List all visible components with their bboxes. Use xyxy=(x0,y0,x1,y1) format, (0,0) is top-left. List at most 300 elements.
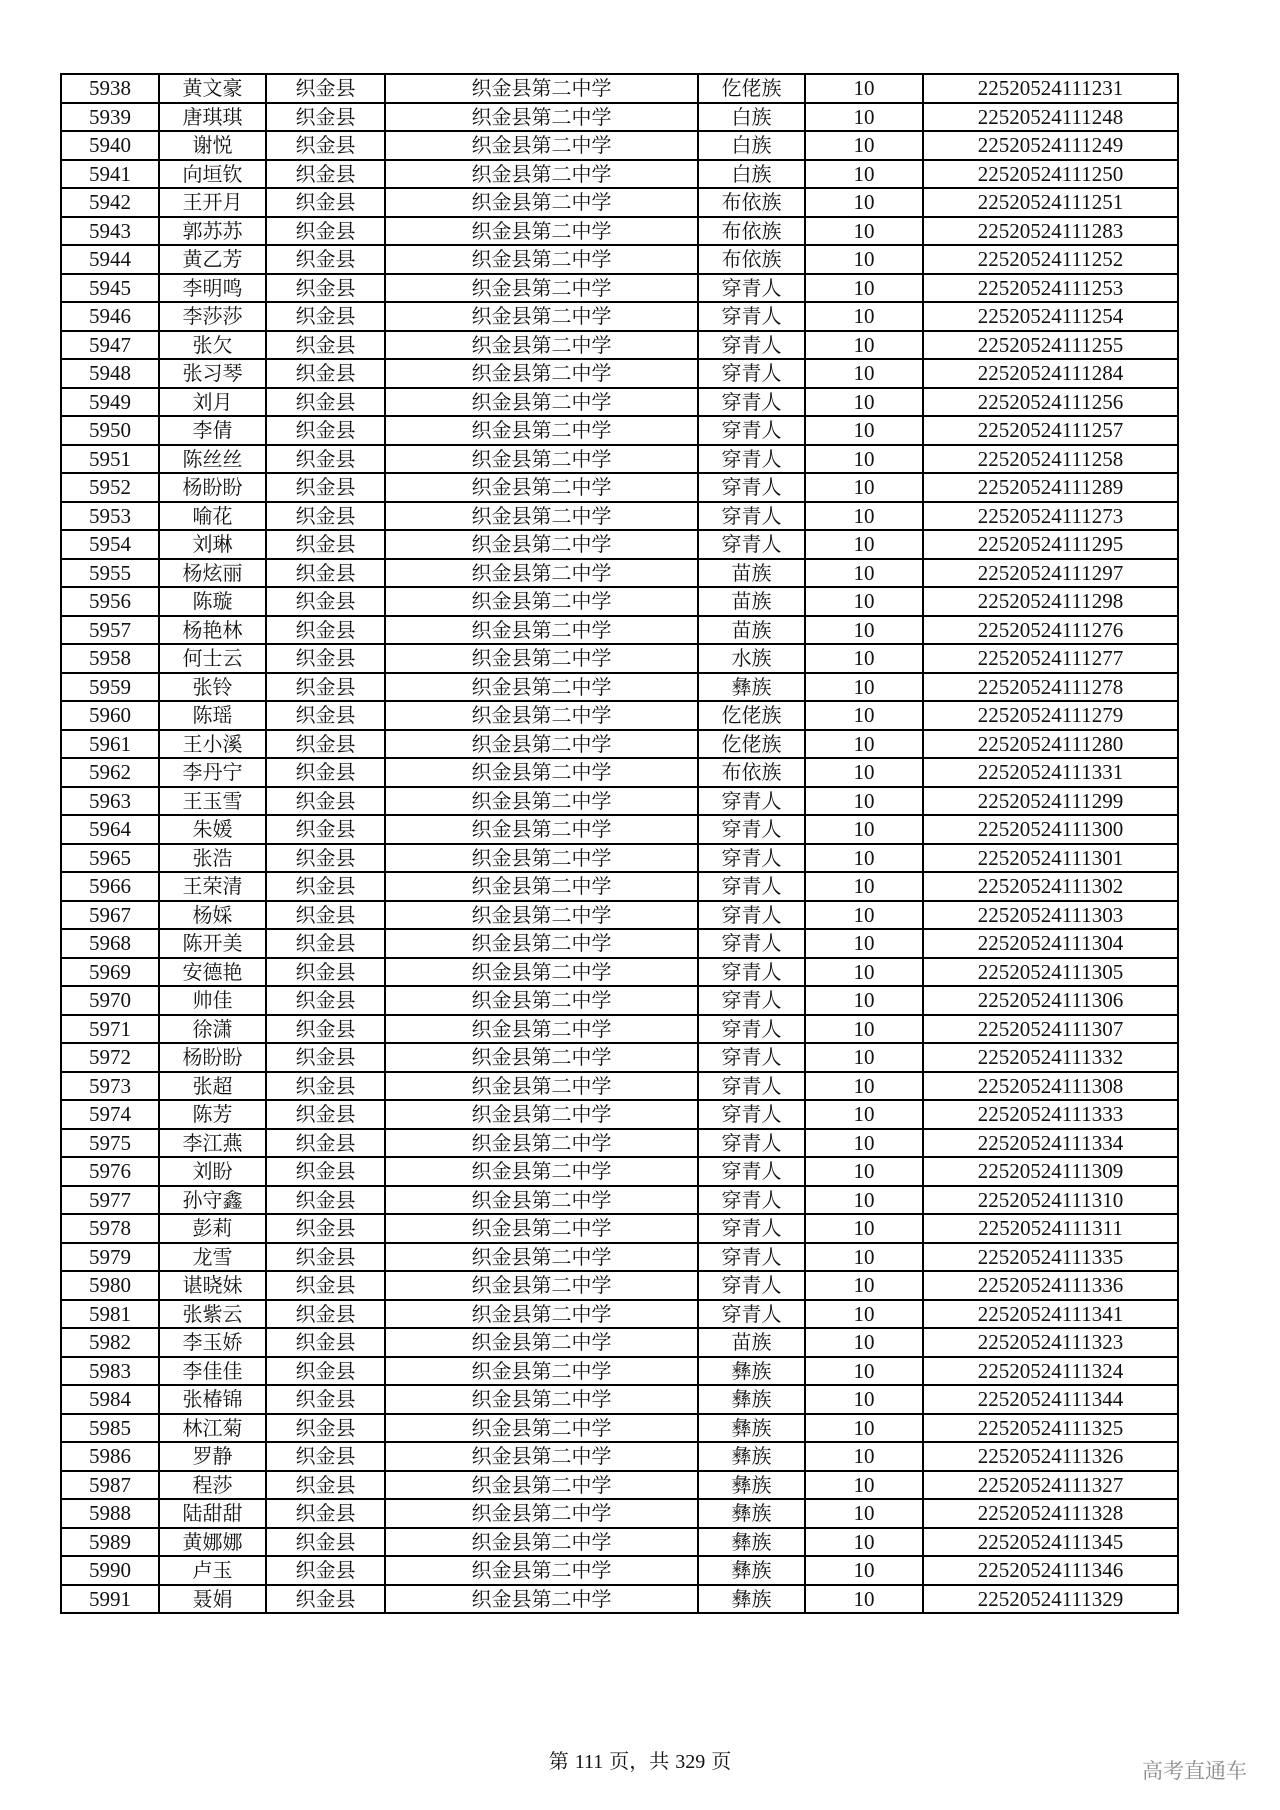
exam-id-cell: 22520524111276 xyxy=(923,616,1178,645)
row-number-cell: 5986 xyxy=(61,1442,159,1471)
school-cell: 织金县第二中学 xyxy=(385,1300,698,1329)
table-row xyxy=(61,958,1178,987)
ethnicity-cell: 穿青人 xyxy=(698,416,805,445)
ethnicity-cell: 穿青人 xyxy=(698,1015,805,1044)
table-row xyxy=(61,1271,1178,1300)
score-cell: 10 xyxy=(805,559,923,588)
school-cell: 织金县第二中学 xyxy=(385,416,698,445)
row-number-cell: 5960 xyxy=(61,701,159,730)
score-cell: 10 xyxy=(805,473,923,502)
ethnicity-cell: 穿青人 xyxy=(698,929,805,958)
ethnicity-cell: 穿青人 xyxy=(698,1271,805,1300)
school-cell: 织金县第二中学 xyxy=(385,1129,698,1158)
student-name-cell: 朱媛 xyxy=(159,815,266,844)
score-cell: 10 xyxy=(805,302,923,331)
school-cell: 织金县第二中学 xyxy=(385,502,698,531)
student-name-cell: 刘月 xyxy=(159,388,266,417)
school-cell: 织金县第二中学 xyxy=(385,872,698,901)
school-cell: 织金县第二中学 xyxy=(385,986,698,1015)
score-cell: 10 xyxy=(805,274,923,303)
ethnicity-cell: 穿青人 xyxy=(698,1100,805,1129)
score-cell: 10 xyxy=(805,1471,923,1500)
score-cell: 10 xyxy=(805,644,923,673)
student-name-cell: 王开月 xyxy=(159,188,266,217)
student-name-cell: 何士云 xyxy=(159,644,266,673)
score-cell: 10 xyxy=(805,74,923,103)
student-name-cell: 李明鸣 xyxy=(159,274,266,303)
school-cell: 织金县第二中学 xyxy=(385,1585,698,1614)
table-row xyxy=(61,758,1178,787)
table-row xyxy=(61,1015,1178,1044)
exam-id-cell: 22520524111303 xyxy=(923,901,1178,930)
table-row xyxy=(61,1442,1178,1471)
school-cell: 织金县第二中学 xyxy=(385,1186,698,1215)
row-number-cell: 5948 xyxy=(61,359,159,388)
student-name-cell: 刘琳 xyxy=(159,530,266,559)
county-cell: 织金县 xyxy=(266,502,385,531)
county-cell: 织金县 xyxy=(266,416,385,445)
school-cell: 织金县第二中学 xyxy=(385,274,698,303)
ethnicity-cell: 穿青人 xyxy=(698,986,805,1015)
footer-suffix: 页 xyxy=(711,1751,732,1773)
score-cell: 10 xyxy=(805,701,923,730)
student-name-cell: 陈芳 xyxy=(159,1100,266,1129)
exam-id-cell: 22520524111250 xyxy=(923,160,1178,189)
exam-id-cell: 22520524111273 xyxy=(923,502,1178,531)
student-name-cell: 陆甜甜 xyxy=(159,1499,266,1528)
county-cell: 织金县 xyxy=(266,188,385,217)
table-body xyxy=(61,74,1178,1613)
row-number-cell: 5962 xyxy=(61,758,159,787)
exam-id-cell: 22520524111253 xyxy=(923,274,1178,303)
row-number-cell: 5940 xyxy=(61,131,159,160)
exam-id-cell: 22520524111289 xyxy=(923,473,1178,502)
county-cell: 织金县 xyxy=(266,901,385,930)
row-number-cell: 5966 xyxy=(61,872,159,901)
score-cell: 10 xyxy=(805,1499,923,1528)
table-row xyxy=(61,1300,1178,1329)
student-name-cell: 王荣清 xyxy=(159,872,266,901)
score-cell: 10 xyxy=(805,730,923,759)
exam-id-cell: 22520524111254 xyxy=(923,302,1178,331)
exam-id-cell: 22520524111336 xyxy=(923,1271,1178,1300)
student-name-cell: 彭莉 xyxy=(159,1214,266,1243)
ethnicity-cell: 穿青人 xyxy=(698,302,805,331)
ethnicity-cell: 水族 xyxy=(698,644,805,673)
table-row xyxy=(61,1357,1178,1386)
score-cell: 10 xyxy=(805,1214,923,1243)
exam-id-cell: 22520524111333 xyxy=(923,1100,1178,1129)
row-number-cell: 5956 xyxy=(61,587,159,616)
student-name-cell: 张超 xyxy=(159,1072,266,1101)
table-row xyxy=(61,644,1178,673)
table-row xyxy=(61,1100,1178,1129)
table-row xyxy=(61,1471,1178,1500)
ethnicity-cell: 彝族 xyxy=(698,673,805,702)
table-row xyxy=(61,302,1178,331)
ethnicity-cell: 彝族 xyxy=(698,1585,805,1614)
ethnicity-cell: 穿青人 xyxy=(698,844,805,873)
school-cell: 织金县第二中学 xyxy=(385,302,698,331)
county-cell: 织金县 xyxy=(266,1271,385,1300)
row-number-cell: 5939 xyxy=(61,103,159,132)
student-name-cell: 黄乙芳 xyxy=(159,245,266,274)
score-cell: 10 xyxy=(805,1043,923,1072)
student-name-cell: 杨盼盼 xyxy=(159,1043,266,1072)
table-row xyxy=(61,559,1178,588)
row-number-cell: 5955 xyxy=(61,559,159,588)
score-cell: 10 xyxy=(805,1015,923,1044)
county-cell: 织金县 xyxy=(266,872,385,901)
score-cell: 10 xyxy=(805,1385,923,1414)
row-number-cell: 5972 xyxy=(61,1043,159,1072)
total-page-count: 329 xyxy=(675,1751,706,1773)
score-cell: 10 xyxy=(805,1556,923,1585)
exam-id-cell: 22520524111309 xyxy=(923,1157,1178,1186)
county-cell: 织金县 xyxy=(266,673,385,702)
row-number-cell: 5975 xyxy=(61,1129,159,1158)
ethnicity-cell: 穿青人 xyxy=(698,901,805,930)
county-cell: 织金县 xyxy=(266,1328,385,1357)
student-name-cell: 聂娟 xyxy=(159,1585,266,1614)
county-cell: 织金县 xyxy=(266,701,385,730)
row-number-cell: 5970 xyxy=(61,986,159,1015)
score-cell: 10 xyxy=(805,359,923,388)
row-number-cell: 5969 xyxy=(61,958,159,987)
school-cell: 织金县第二中学 xyxy=(385,1528,698,1557)
school-cell: 织金县第二中学 xyxy=(385,958,698,987)
table-row xyxy=(61,673,1178,702)
student-name-cell: 唐琪琪 xyxy=(159,103,266,132)
exam-id-cell: 22520524111323 xyxy=(923,1328,1178,1357)
student-name-cell: 陈璇 xyxy=(159,587,266,616)
county-cell: 织金县 xyxy=(266,1442,385,1471)
county-cell: 织金县 xyxy=(266,616,385,645)
county-cell: 织金县 xyxy=(266,587,385,616)
row-number-cell: 5985 xyxy=(61,1414,159,1443)
student-name-cell: 张浩 xyxy=(159,844,266,873)
table-row xyxy=(61,1385,1178,1414)
table-row xyxy=(61,530,1178,559)
school-cell: 织金县第二中学 xyxy=(385,559,698,588)
student-name-cell: 李佳佳 xyxy=(159,1357,266,1386)
row-number-cell: 5982 xyxy=(61,1328,159,1357)
row-number-cell: 5979 xyxy=(61,1243,159,1272)
current-page-number: 111 xyxy=(574,1751,604,1773)
ethnicity-cell: 穿青人 xyxy=(698,473,805,502)
score-cell: 10 xyxy=(805,1186,923,1215)
ethnicity-cell: 白族 xyxy=(698,160,805,189)
table-row xyxy=(61,787,1178,816)
row-number-cell: 5984 xyxy=(61,1385,159,1414)
county-cell: 织金县 xyxy=(266,1100,385,1129)
table-row xyxy=(61,74,1178,103)
score-cell: 10 xyxy=(805,929,923,958)
county-cell: 织金县 xyxy=(266,958,385,987)
exam-id-cell: 22520524111257 xyxy=(923,416,1178,445)
county-cell: 织金县 xyxy=(266,644,385,673)
school-cell: 织金县第二中学 xyxy=(385,844,698,873)
exam-id-cell: 22520524111326 xyxy=(923,1442,1178,1471)
school-cell: 织金县第二中学 xyxy=(385,929,698,958)
school-cell: 织金县第二中学 xyxy=(385,1328,698,1357)
student-name-cell: 帅佳 xyxy=(159,986,266,1015)
student-name-cell: 张椿锦 xyxy=(159,1385,266,1414)
score-cell: 10 xyxy=(805,872,923,901)
county-cell: 织金县 xyxy=(266,929,385,958)
exam-id-cell: 22520524111345 xyxy=(923,1528,1178,1557)
exam-id-cell: 22520524111307 xyxy=(923,1015,1178,1044)
exam-id-cell: 22520524111346 xyxy=(923,1556,1178,1585)
exam-id-cell: 22520524111331 xyxy=(923,758,1178,787)
school-cell: 织金县第二中学 xyxy=(385,587,698,616)
ethnicity-cell: 彝族 xyxy=(698,1471,805,1500)
score-cell: 10 xyxy=(805,1129,923,1158)
student-name-cell: 李丹宁 xyxy=(159,758,266,787)
student-name-cell: 陈瑶 xyxy=(159,701,266,730)
row-number-cell: 5967 xyxy=(61,901,159,930)
school-cell: 织金县第二中学 xyxy=(385,644,698,673)
row-number-cell: 5945 xyxy=(61,274,159,303)
ethnicity-cell: 苗族 xyxy=(698,616,805,645)
county-cell: 织金县 xyxy=(266,1214,385,1243)
ethnicity-cell: 穿青人 xyxy=(698,1186,805,1215)
student-name-cell: 卢玉 xyxy=(159,1556,266,1585)
ethnicity-cell: 穿青人 xyxy=(698,274,805,303)
row-number-cell: 5943 xyxy=(61,217,159,246)
exam-id-cell: 22520524111344 xyxy=(923,1385,1178,1414)
county-cell: 织金县 xyxy=(266,1471,385,1500)
county-cell: 织金县 xyxy=(266,74,385,103)
school-cell: 织金县第二中学 xyxy=(385,359,698,388)
table-row xyxy=(61,359,1178,388)
row-number-cell: 5973 xyxy=(61,1072,159,1101)
school-cell: 织金县第二中学 xyxy=(385,1271,698,1300)
school-cell: 织金县第二中学 xyxy=(385,1072,698,1101)
row-number-cell: 5938 xyxy=(61,74,159,103)
table-row xyxy=(61,502,1178,531)
exam-id-cell: 22520524111297 xyxy=(923,559,1178,588)
county-cell: 织金县 xyxy=(266,1072,385,1101)
exam-id-cell: 22520524111278 xyxy=(923,673,1178,702)
school-cell: 织金县第二中学 xyxy=(385,1385,698,1414)
county-cell: 织金县 xyxy=(266,160,385,189)
table-row xyxy=(61,217,1178,246)
table-row xyxy=(61,587,1178,616)
school-cell: 织金县第二中学 xyxy=(385,245,698,274)
table-row xyxy=(61,160,1178,189)
student-name-cell: 郭苏苏 xyxy=(159,217,266,246)
student-name-cell: 喻花 xyxy=(159,502,266,531)
row-number-cell: 5980 xyxy=(61,1271,159,1300)
school-cell: 织金县第二中学 xyxy=(385,1157,698,1186)
student-name-cell: 刘盼 xyxy=(159,1157,266,1186)
row-number-cell: 5953 xyxy=(61,502,159,531)
ethnicity-cell: 穿青人 xyxy=(698,1129,805,1158)
exam-id-cell: 22520524111302 xyxy=(923,872,1178,901)
table-row xyxy=(61,986,1178,1015)
ethnicity-cell: 穿青人 xyxy=(698,872,805,901)
row-number-cell: 5963 xyxy=(61,787,159,816)
row-number-cell: 5989 xyxy=(61,1528,159,1557)
student-name-cell: 陈开美 xyxy=(159,929,266,958)
score-cell: 10 xyxy=(805,673,923,702)
student-name-cell: 王玉雪 xyxy=(159,787,266,816)
school-cell: 织金县第二中学 xyxy=(385,1499,698,1528)
score-cell: 10 xyxy=(805,1442,923,1471)
exam-id-cell: 22520524111329 xyxy=(923,1585,1178,1614)
ethnicity-cell: 白族 xyxy=(698,131,805,160)
table-row xyxy=(61,901,1178,930)
exam-id-cell: 22520524111231 xyxy=(923,74,1178,103)
score-cell: 10 xyxy=(805,958,923,987)
student-name-cell: 孙守鑫 xyxy=(159,1186,266,1215)
table-row xyxy=(61,1328,1178,1357)
student-name-cell: 李江燕 xyxy=(159,1129,266,1158)
county-cell: 织金县 xyxy=(266,331,385,360)
exam-id-cell: 22520524111306 xyxy=(923,986,1178,1015)
school-cell: 织金县第二中学 xyxy=(385,758,698,787)
school-cell: 织金县第二中学 xyxy=(385,815,698,844)
exam-id-cell: 22520524111249 xyxy=(923,131,1178,160)
ethnicity-cell: 穿青人 xyxy=(698,331,805,360)
student-name-cell: 张欠 xyxy=(159,331,266,360)
student-name-cell: 李玉娇 xyxy=(159,1328,266,1357)
county-cell: 织金县 xyxy=(266,1556,385,1585)
school-cell: 织金县第二中学 xyxy=(385,1243,698,1272)
school-cell: 织金县第二中学 xyxy=(385,103,698,132)
table-row xyxy=(61,1186,1178,1215)
exam-id-cell: 22520524111277 xyxy=(923,644,1178,673)
table-row xyxy=(61,388,1178,417)
score-cell: 10 xyxy=(805,245,923,274)
county-cell: 织金县 xyxy=(266,473,385,502)
exam-id-cell: 22520524111335 xyxy=(923,1243,1178,1272)
student-name-cell: 张习琴 xyxy=(159,359,266,388)
table-row xyxy=(61,1043,1178,1072)
school-cell: 织金县第二中学 xyxy=(385,1442,698,1471)
student-name-cell: 林江菊 xyxy=(159,1414,266,1443)
score-cell: 10 xyxy=(805,445,923,474)
exam-id-cell: 22520524111300 xyxy=(923,815,1178,844)
student-name-cell: 张铃 xyxy=(159,673,266,702)
student-name-cell: 黄娜娜 xyxy=(159,1528,266,1557)
school-cell: 织金县第二中学 xyxy=(385,131,698,160)
ethnicity-cell: 彝族 xyxy=(698,1414,805,1443)
page-footer xyxy=(0,1745,1280,1774)
ethnicity-cell: 苗族 xyxy=(698,559,805,588)
row-number-cell: 5965 xyxy=(61,844,159,873)
exam-id-cell: 22520524111327 xyxy=(923,1471,1178,1500)
table-row xyxy=(61,616,1178,645)
row-number-cell: 5987 xyxy=(61,1471,159,1500)
table-row xyxy=(61,929,1178,958)
student-name-cell: 李倩 xyxy=(159,416,266,445)
score-cell: 10 xyxy=(805,530,923,559)
exam-id-cell: 22520524111256 xyxy=(923,388,1178,417)
county-cell: 织金县 xyxy=(266,530,385,559)
exam-id-cell: 22520524111311 xyxy=(923,1214,1178,1243)
score-cell: 10 xyxy=(805,1072,923,1101)
county-cell: 织金县 xyxy=(266,103,385,132)
school-cell: 织金县第二中学 xyxy=(385,1043,698,1072)
county-cell: 织金县 xyxy=(266,1300,385,1329)
school-cell: 织金县第二中学 xyxy=(385,730,698,759)
table-row xyxy=(61,815,1178,844)
ethnicity-cell: 仡佬族 xyxy=(698,701,805,730)
school-cell: 织金县第二中学 xyxy=(385,1357,698,1386)
exam-id-cell: 22520524111325 xyxy=(923,1414,1178,1443)
score-cell: 10 xyxy=(805,1157,923,1186)
row-number-cell: 5983 xyxy=(61,1357,159,1386)
school-cell: 织金县第二中学 xyxy=(385,74,698,103)
county-cell: 织金县 xyxy=(266,787,385,816)
score-cell: 10 xyxy=(805,217,923,246)
county-cell: 织金县 xyxy=(266,274,385,303)
row-number-cell: 5944 xyxy=(61,245,159,274)
county-cell: 织金县 xyxy=(266,131,385,160)
exam-id-cell: 22520524111341 xyxy=(923,1300,1178,1329)
table-row xyxy=(61,331,1178,360)
table-row xyxy=(61,1499,1178,1528)
ethnicity-cell: 彝族 xyxy=(698,1499,805,1528)
county-cell: 织金县 xyxy=(266,1157,385,1186)
county-cell: 织金县 xyxy=(266,986,385,1015)
score-cell: 10 xyxy=(805,388,923,417)
school-cell: 织金县第二中学 xyxy=(385,331,698,360)
county-cell: 织金县 xyxy=(266,1243,385,1272)
county-cell: 织金县 xyxy=(266,844,385,873)
table-row xyxy=(61,416,1178,445)
row-number-cell: 5978 xyxy=(61,1214,159,1243)
table-row xyxy=(61,730,1178,759)
score-cell: 10 xyxy=(805,1585,923,1614)
ethnicity-cell: 穿青人 xyxy=(698,502,805,531)
table-row xyxy=(61,701,1178,730)
ethnicity-cell: 苗族 xyxy=(698,1328,805,1357)
score-cell: 10 xyxy=(805,1271,923,1300)
county-cell: 织金县 xyxy=(266,1528,385,1557)
student-name-cell: 陈丝丝 xyxy=(159,445,266,474)
score-cell: 10 xyxy=(805,416,923,445)
school-cell: 织金县第二中学 xyxy=(385,1214,698,1243)
student-name-cell: 程莎 xyxy=(159,1471,266,1500)
table-row xyxy=(61,1072,1178,1101)
score-cell: 10 xyxy=(805,844,923,873)
score-cell: 10 xyxy=(805,815,923,844)
ethnicity-cell: 布依族 xyxy=(698,758,805,787)
table-row xyxy=(61,1556,1178,1585)
ethnicity-cell: 彝族 xyxy=(698,1442,805,1471)
row-number-cell: 5951 xyxy=(61,445,159,474)
table-row xyxy=(61,844,1178,873)
score-cell: 10 xyxy=(805,502,923,531)
school-cell: 织金县第二中学 xyxy=(385,787,698,816)
school-cell: 织金县第二中学 xyxy=(385,445,698,474)
row-number-cell: 5981 xyxy=(61,1300,159,1329)
row-number-cell: 5949 xyxy=(61,388,159,417)
score-cell: 10 xyxy=(805,616,923,645)
county-cell: 织金县 xyxy=(266,388,385,417)
school-cell: 织金县第二中学 xyxy=(385,673,698,702)
row-number-cell: 5959 xyxy=(61,673,159,702)
ethnicity-cell: 穿青人 xyxy=(698,958,805,987)
table-row xyxy=(61,1243,1178,1272)
table-row xyxy=(61,103,1178,132)
ethnicity-cell: 仡佬族 xyxy=(698,730,805,759)
row-number-cell: 5971 xyxy=(61,1015,159,1044)
exam-id-cell: 22520524111283 xyxy=(923,217,1178,246)
